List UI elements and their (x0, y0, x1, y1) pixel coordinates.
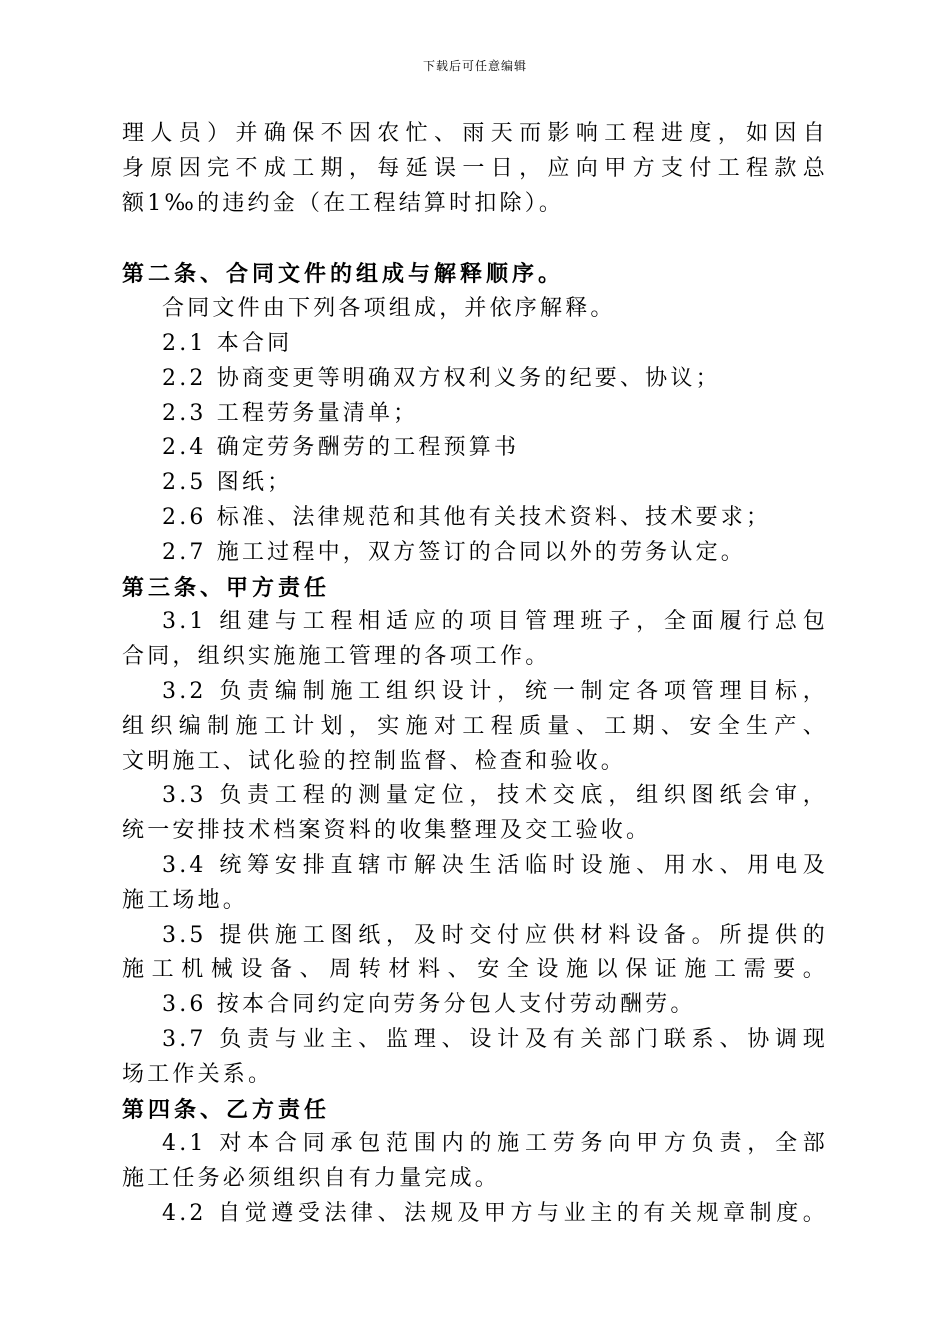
intro-line-3: 额1‰的违约金（在工程结算时扣除）。 (122, 190, 565, 216)
spacer (122, 221, 828, 257)
list-item: 2.1 本合同 (162, 330, 293, 356)
clause-3-3-line: 统一安排技术档案资料的收集整理及交工验收。 (122, 818, 652, 844)
clause-3-1-line: 3.1 组建与工程相适应的项目管理班子，全面履行总包 (162, 609, 828, 635)
clause-3-1-line: 合同，组织实施施工管理的各项工作。 (122, 644, 551, 670)
clause-3-4-line: 施工场地。 (122, 887, 249, 913)
clause-3-4-line: 3.4 统筹安排直辖市解决生活临时设施、用水、用电及 (162, 852, 828, 878)
intro-line-1: 理人员）并确保不因农忙、雨天而影响工程进度，如因自 (122, 121, 828, 146)
clause-3-7-line: 3.7 负责与业主、监理、设计及有关部门联系、协调现 (162, 1026, 828, 1052)
clause-3-5-line: 3.5 提供施工图纸，及时交付应供材料设备。所提供的 (162, 922, 828, 948)
clause-3-2-line: 文明施工、试化验的控制监督、检查和验收。 (122, 748, 627, 774)
section-2-heading: 第二条、合同文件的组成与解释顺序。 (122, 261, 565, 288)
section-3-heading: 第三条、甲方责任 (122, 574, 331, 601)
clause-3-2-line: 组织编制施工计划，实施对工程质量、工期、安全生产、 (122, 713, 828, 739)
intro-line-2: 身原因完不成工期，每延误一日，应向甲方支付工程款总 (122, 155, 828, 181)
list-item: 2.6 标准、法律规范和其他有关技术资料、技术要求； (162, 504, 772, 530)
list-item: 2.5 图纸； (162, 470, 293, 496)
list-item: 2.3 工程劳务量清单； (162, 400, 419, 426)
list-item: 2.2 协商变更等明确双方权利义务的纪要、协议； (162, 365, 721, 391)
list-item: 2.7 施工过程中，双方签订的合同以外的劳务认定。 (162, 539, 746, 565)
section-4-heading: 第四条、乙方责任 (122, 1096, 331, 1123)
clause-4-1-line: 4.1 对本合同承包范围内的施工劳务向甲方负责，全部 (162, 1131, 828, 1157)
section-2-lead: 合同文件由下列各项组成，并依序解释。 (162, 296, 616, 322)
page-header: 下载后可任意编辑 (422, 59, 527, 73)
clause-3-2-line: 3.2 负责编制施工组织设计，统一制定各项管理目标， (162, 678, 828, 704)
document-body (122, 117, 828, 1232)
clause-4-1-line: 施工任务必须组织自有力量完成。 (122, 1166, 501, 1192)
clause-3-3-line: 3.3 负责工程的测量定位，技术交底，组织图纸会审， (162, 783, 828, 809)
list-item: 2.4 确定劳务酬劳的工程预算书 (162, 435, 520, 461)
clause-3-6-line: 3.6 按本合同约定向劳务分包人支付劳动酬劳。 (162, 992, 696, 1018)
clause-4-2-line: 4.2 自觉遵受法律、法规及甲方与业主的有关规章制度。 (162, 1200, 828, 1226)
clause-3-5-line: 施工机械设备、周转材料、安全设施以保证施工需要。 (122, 957, 828, 983)
clause-3-7-line: 场工作关系。 (122, 1061, 274, 1087)
